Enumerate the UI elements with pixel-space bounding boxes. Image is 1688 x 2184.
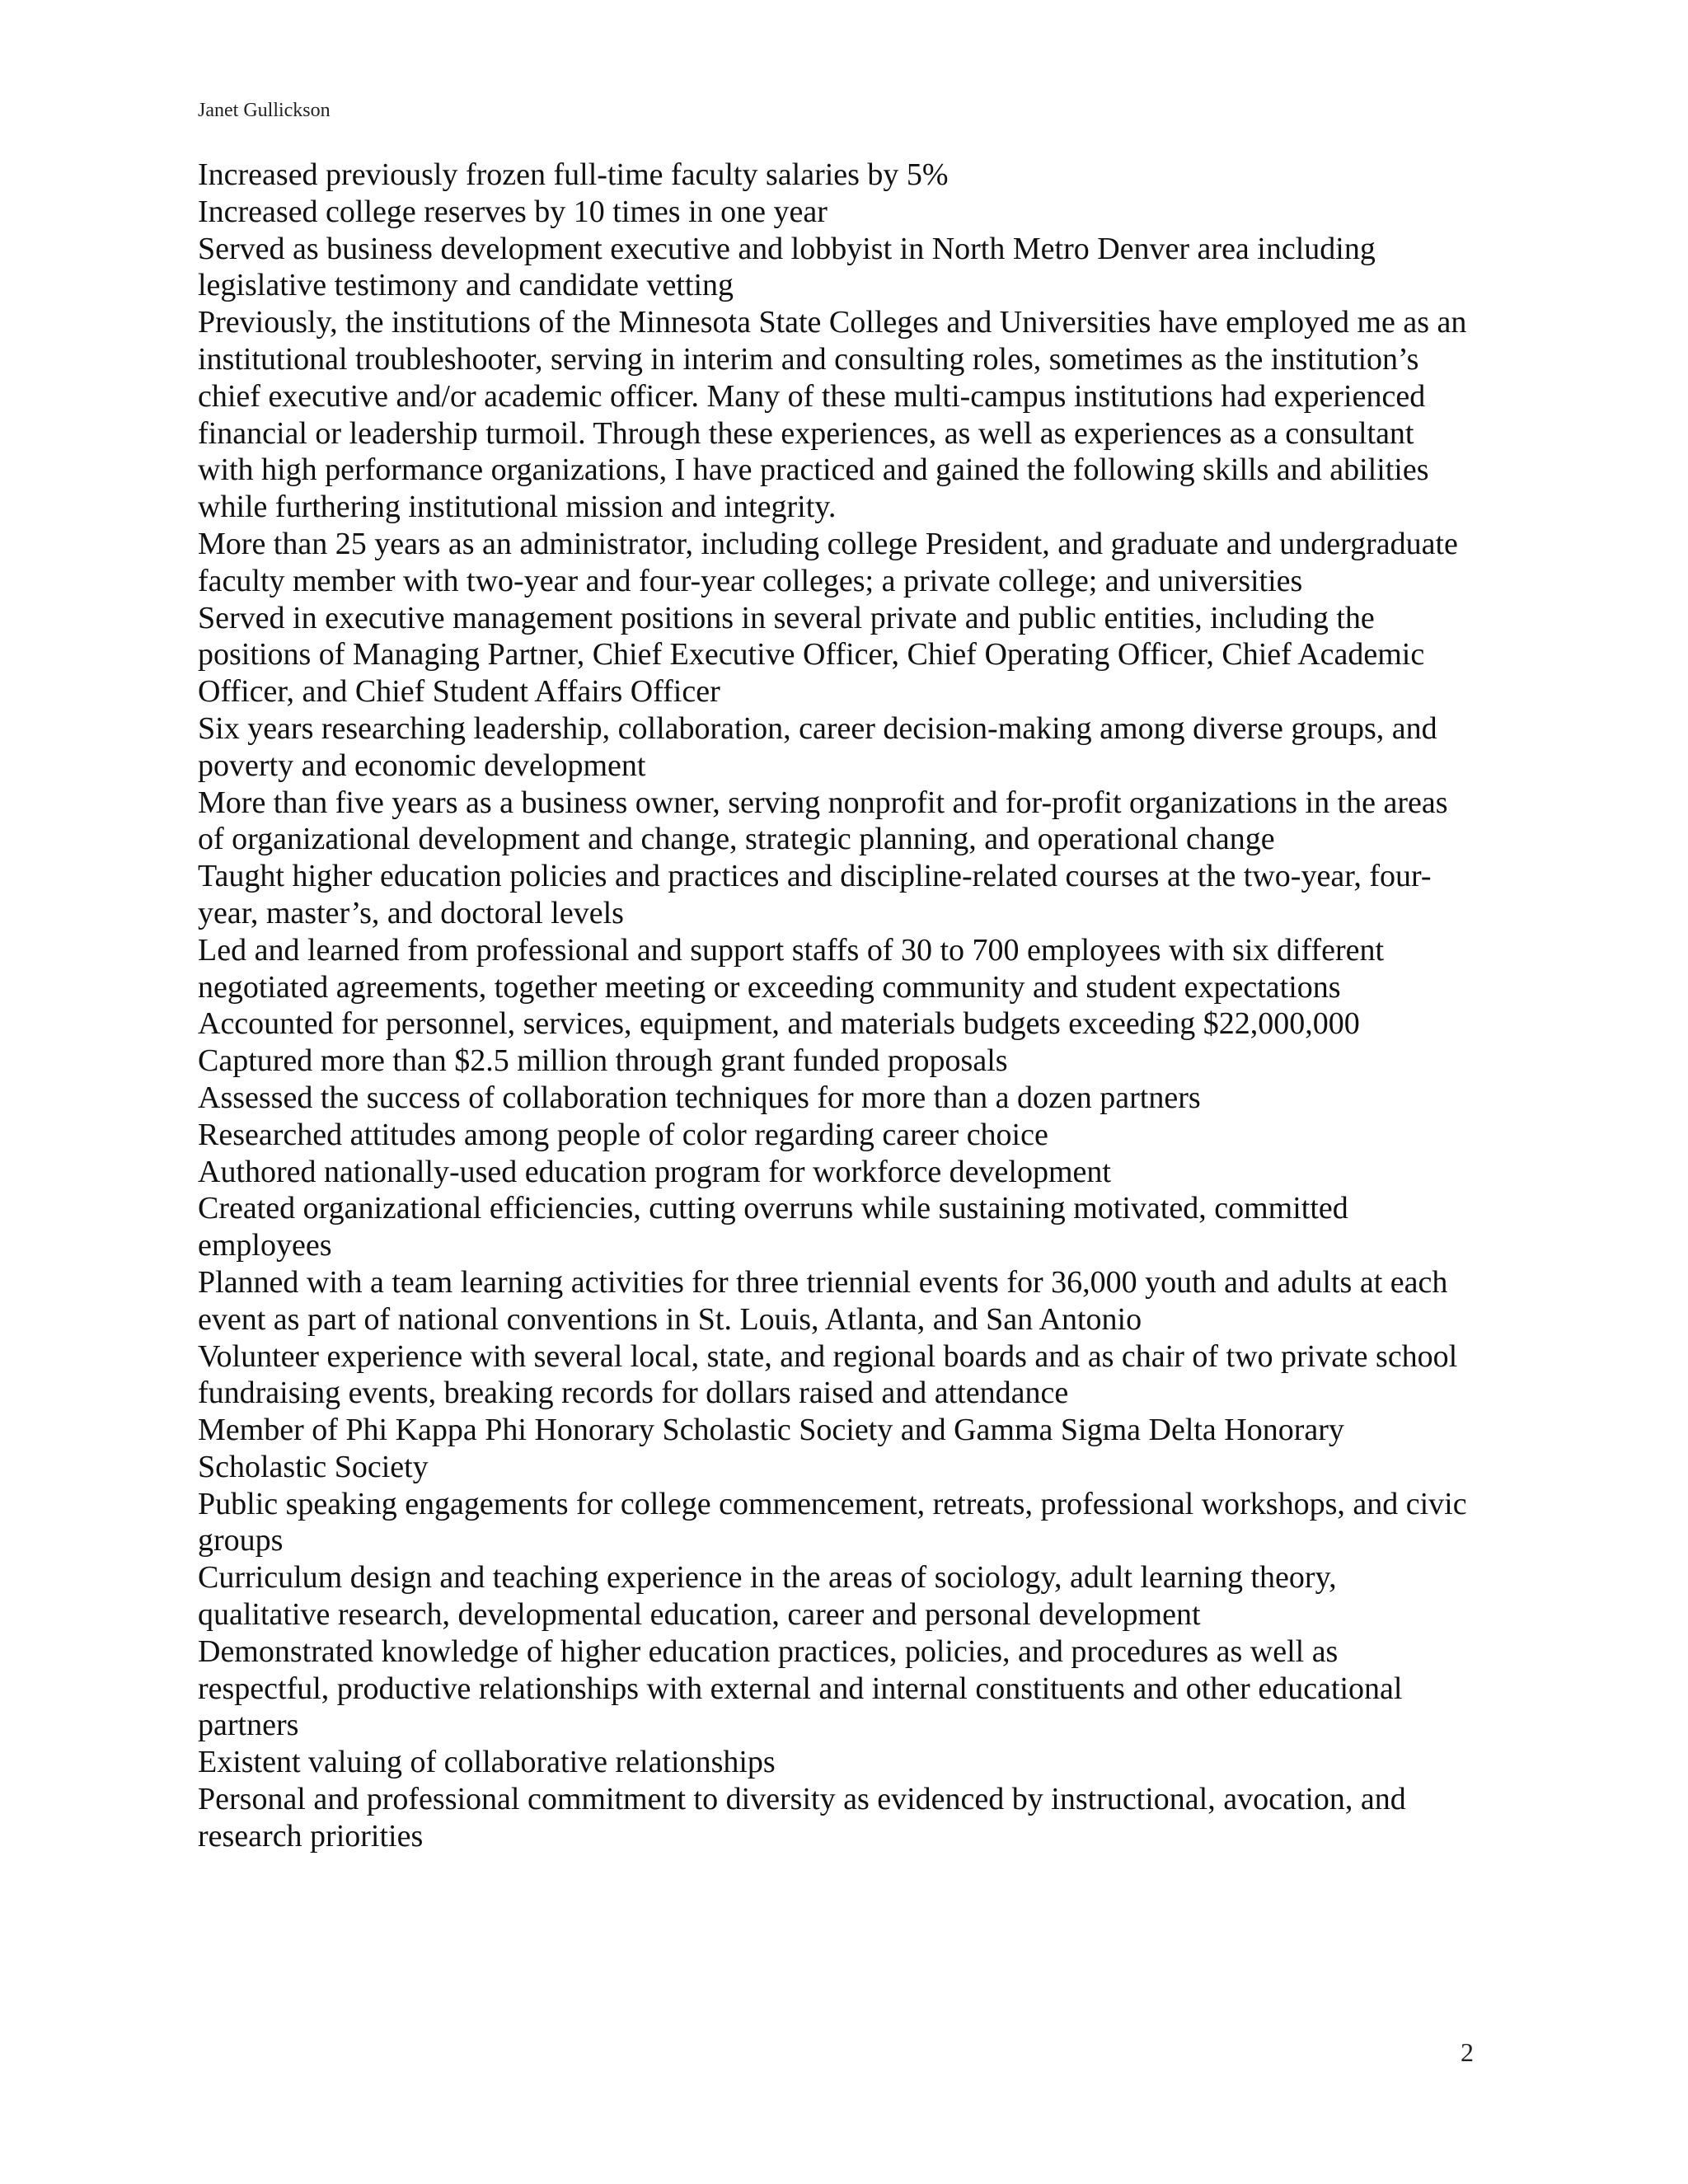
body-paragraph — [198, 1005, 1484, 1043]
paragraph-line: Assessed the success of collaboration techniques for more than a dozen partners — [198, 1080, 1201, 1115]
body-paragraph — [198, 1043, 1484, 1080]
paragraph-line: Authored nationally-used education program for workforce development — [198, 1154, 1111, 1189]
body-paragraph — [198, 1190, 1484, 1264]
paragraph-line: Taught higher education policies and practices and discipline-related courses at the two-year, four- — [198, 859, 1432, 894]
body-paragraph — [198, 1781, 1484, 1855]
paragraph-line: respectful, productive relationships with external and internal constituents and other educational — [198, 1671, 1403, 1706]
paragraph-line: Researched attitudes among people of color regarding career choice — [198, 1117, 1048, 1152]
body-paragraph — [198, 1154, 1484, 1191]
paragraph-line: partners — [198, 1708, 299, 1743]
body-paragraph — [198, 1117, 1484, 1154]
paragraph-line: legislative testimony and candidate vetting — [198, 268, 734, 303]
paragraph-line: Increased college reserves by 10 times in one year — [198, 194, 828, 229]
body-paragraph — [198, 1338, 1484, 1413]
paragraph-line: More than five years as a business owner, serving nonprofit and for-profit organizations in the areas — [198, 785, 1448, 820]
body-paragraph — [198, 858, 1484, 932]
body-paragraph — [198, 194, 1484, 231]
paragraph-line: event as part of national conventions in St. Louis, Atlanta, and San Antonio — [198, 1301, 1142, 1337]
paragraph-line: institutional troubleshooter, serving in interim and consulting roles, sometimes as the institution’s — [198, 341, 1419, 377]
running-header-name: Janet Gullickson — [198, 100, 331, 121]
paragraph-line: with high performance organizations, I have practiced and gained the following skills and abilities — [198, 452, 1429, 488]
paragraph-line: employees — [198, 1228, 332, 1263]
paragraph-line: Scholastic Society — [198, 1449, 429, 1484]
paragraph-line: Volunteer experience with several local, state, and regional boards and as chair of two private school — [198, 1338, 1458, 1374]
paragraph-line: of organizational development and change, strategic planning, and operational change — [198, 822, 1275, 857]
body-paragraph — [198, 231, 1484, 305]
paragraph-line: negotiated agreements, together meeting or exceeding community and student expectations — [198, 969, 1341, 1005]
paragraph-line: qualitative research, developmental education, career and personal development — [198, 1597, 1201, 1633]
paragraph-line: Previously, the institutions of the Minnesota State Colleges and Universities have employed me as an — [198, 305, 1467, 340]
paragraph-line: Led and learned from professional and support staffs of 30 to 700 employees with six different — [198, 932, 1385, 968]
body-paragraph — [198, 1559, 1484, 1633]
paragraph-line: research priorities — [198, 1818, 424, 1854]
paragraph-line: fundraising events, breaking records for dollars raised and attendance — [198, 1376, 1069, 1411]
body-paragraph — [198, 1412, 1484, 1486]
paragraph-line: Public speaking engagements for college commencement, retreats, professional workshops, and civic — [198, 1486, 1467, 1521]
paragraph-line: faculty member with two-year and four-year colleges; a private college; and universities — [198, 563, 1303, 598]
paragraph-line: Planned with a team learning activities for three triennial events for 36,000 youth and adults at each — [198, 1264, 1448, 1300]
body-paragraph — [198, 710, 1484, 785]
paragraph-line: Captured more than $2.5 million through grant funded proposals — [198, 1043, 1008, 1079]
paragraph-line: Demonstrated knowledge of higher education practices, policies, and procedures as well as — [198, 1633, 1339, 1669]
paragraph-line: Existent valuing of collaborative relationships — [198, 1745, 776, 1780]
paragraph-line: groups — [198, 1523, 284, 1558]
document-body — [198, 157, 1484, 1855]
paragraph-line: positions of Managing Partner, Chief Executive Officer, Chief Operating Officer, Chief Academic — [198, 637, 1425, 673]
body-paragraph — [198, 1264, 1484, 1338]
paragraph-line: Member of Phi Kappa Phi Honorary Scholastic Society and Gamma Sigma Delta Honorary — [198, 1413, 1344, 1448]
paragraph-line: Increased previously frozen full-time faculty salaries by 5% — [198, 157, 949, 192]
body-paragraph — [198, 785, 1484, 859]
paragraph-line: More than 25 years as an administrator, including college President, and graduate and undergraduate — [198, 526, 1458, 561]
body-paragraph — [198, 304, 1484, 526]
paragraph-line: Personal and professional commitment to diversity as evidenced by instructional, avocation, and — [198, 1782, 1406, 1817]
body-paragraph — [198, 157, 1484, 194]
page-number: 2 — [1461, 2037, 1474, 2067]
body-paragraph — [198, 1744, 1484, 1781]
body-paragraph — [198, 526, 1484, 600]
paragraph-line: Six years researching leadership, collaboration, career decision-making among diverse groups, and — [198, 710, 1437, 746]
paragraph-line: year, master’s, and doctoral levels — [198, 895, 624, 930]
body-paragraph — [198, 1633, 1484, 1744]
paragraph-line: poverty and economic development — [198, 748, 646, 783]
body-paragraph — [198, 1486, 1484, 1560]
paragraph-line: while furthering institutional mission and integrity. — [198, 490, 837, 525]
paragraph-line: Officer, and Chief Student Affairs Officer — [198, 674, 720, 710]
paragraph-line: Curriculum design and teaching experience in the areas of sociology, adult learning theory, — [198, 1560, 1337, 1596]
body-paragraph — [198, 1080, 1484, 1117]
paragraph-line: Served in executive management positions in several private and public entities, including the — [198, 600, 1375, 635]
paragraph-line: chief executive and/or academic officer. Many of these multi-campus institutions had experienced — [198, 378, 1426, 414]
paragraph-line: Created organizational efficiencies, cutting overruns while sustaining motivated, committed — [198, 1191, 1348, 1226]
paragraph-line: Served as business development executive and lobbyist in North Metro Denver area including — [198, 231, 1376, 266]
paragraph-line: Accounted for personnel, services, equipment, and materials budgets exceeding $22,000,000 — [198, 1006, 1360, 1042]
paragraph-line: financial or leadership turmoil. Through these experiences, as well as experiences as a consultant — [198, 415, 1414, 451]
body-paragraph — [198, 600, 1484, 710]
body-paragraph — [198, 932, 1484, 1006]
